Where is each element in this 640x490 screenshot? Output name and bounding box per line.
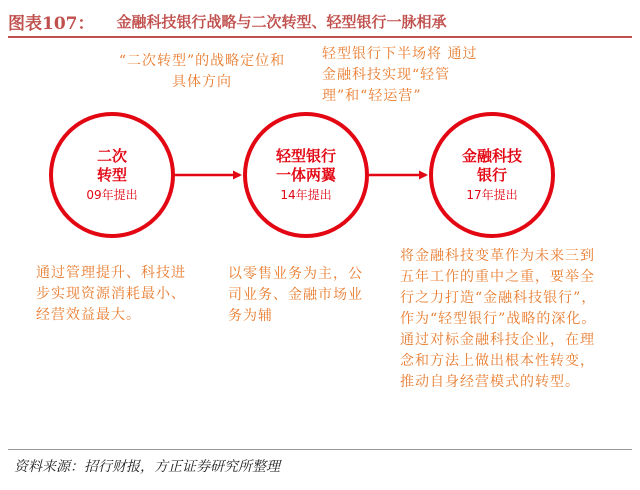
stage-title-line1: 二次 — [96, 147, 127, 165]
figure-title: 金融科技银行战略与二次转型、轻型银行一脉相承 — [116, 12, 447, 31]
stage-year: 17年提出 — [466, 188, 518, 202]
stage-title-line2: 银行 — [476, 166, 507, 184]
stage-title-line2: 一体两翼 — [275, 166, 336, 184]
note-top-stage1: “二次转型”的战略定位和具体方向 — [118, 53, 286, 90]
note-top-stage3: 轻型银行下半场将 通过金融科技实现“轻管理”和“轻运营” — [322, 46, 478, 104]
stage-year: 09年提出 — [86, 188, 138, 202]
note-bottom-stage3: 将金融科技变革作为未来三到五年工作的重中之重，要举全行之力打造“金融科技银行”，作为“轻型银行”战略的深化。通过对标金融科技企业，在理念和方法上做出根本性转变，推动自身经营模式的转型。 — [400, 248, 597, 390]
stage-circle-fintech-bank — [429, 112, 555, 238]
figure-label: 图表107： — [8, 13, 95, 34]
stage-year: 14年提出 — [280, 188, 332, 202]
stage-title-line2: 转型 — [96, 166, 127, 184]
stage-title-line1: 金融科技 — [461, 147, 522, 165]
stage-title-line1: 轻型银行 — [275, 147, 336, 165]
note-bottom-stage2: 以零售业务为主，公司业务、金融市场业务为辅 — [228, 266, 363, 324]
stage-circle-second-transformation — [49, 112, 175, 238]
footer-divider — [8, 449, 632, 450]
source-note: 资料来源：招行财报，方正证券研究所整理 — [14, 459, 280, 475]
note-bottom-stage1: 通过管理提升、科技进步实现资源消耗最小、经营效益最大。 — [36, 265, 186, 323]
stage-circle-light-bank — [243, 112, 369, 238]
